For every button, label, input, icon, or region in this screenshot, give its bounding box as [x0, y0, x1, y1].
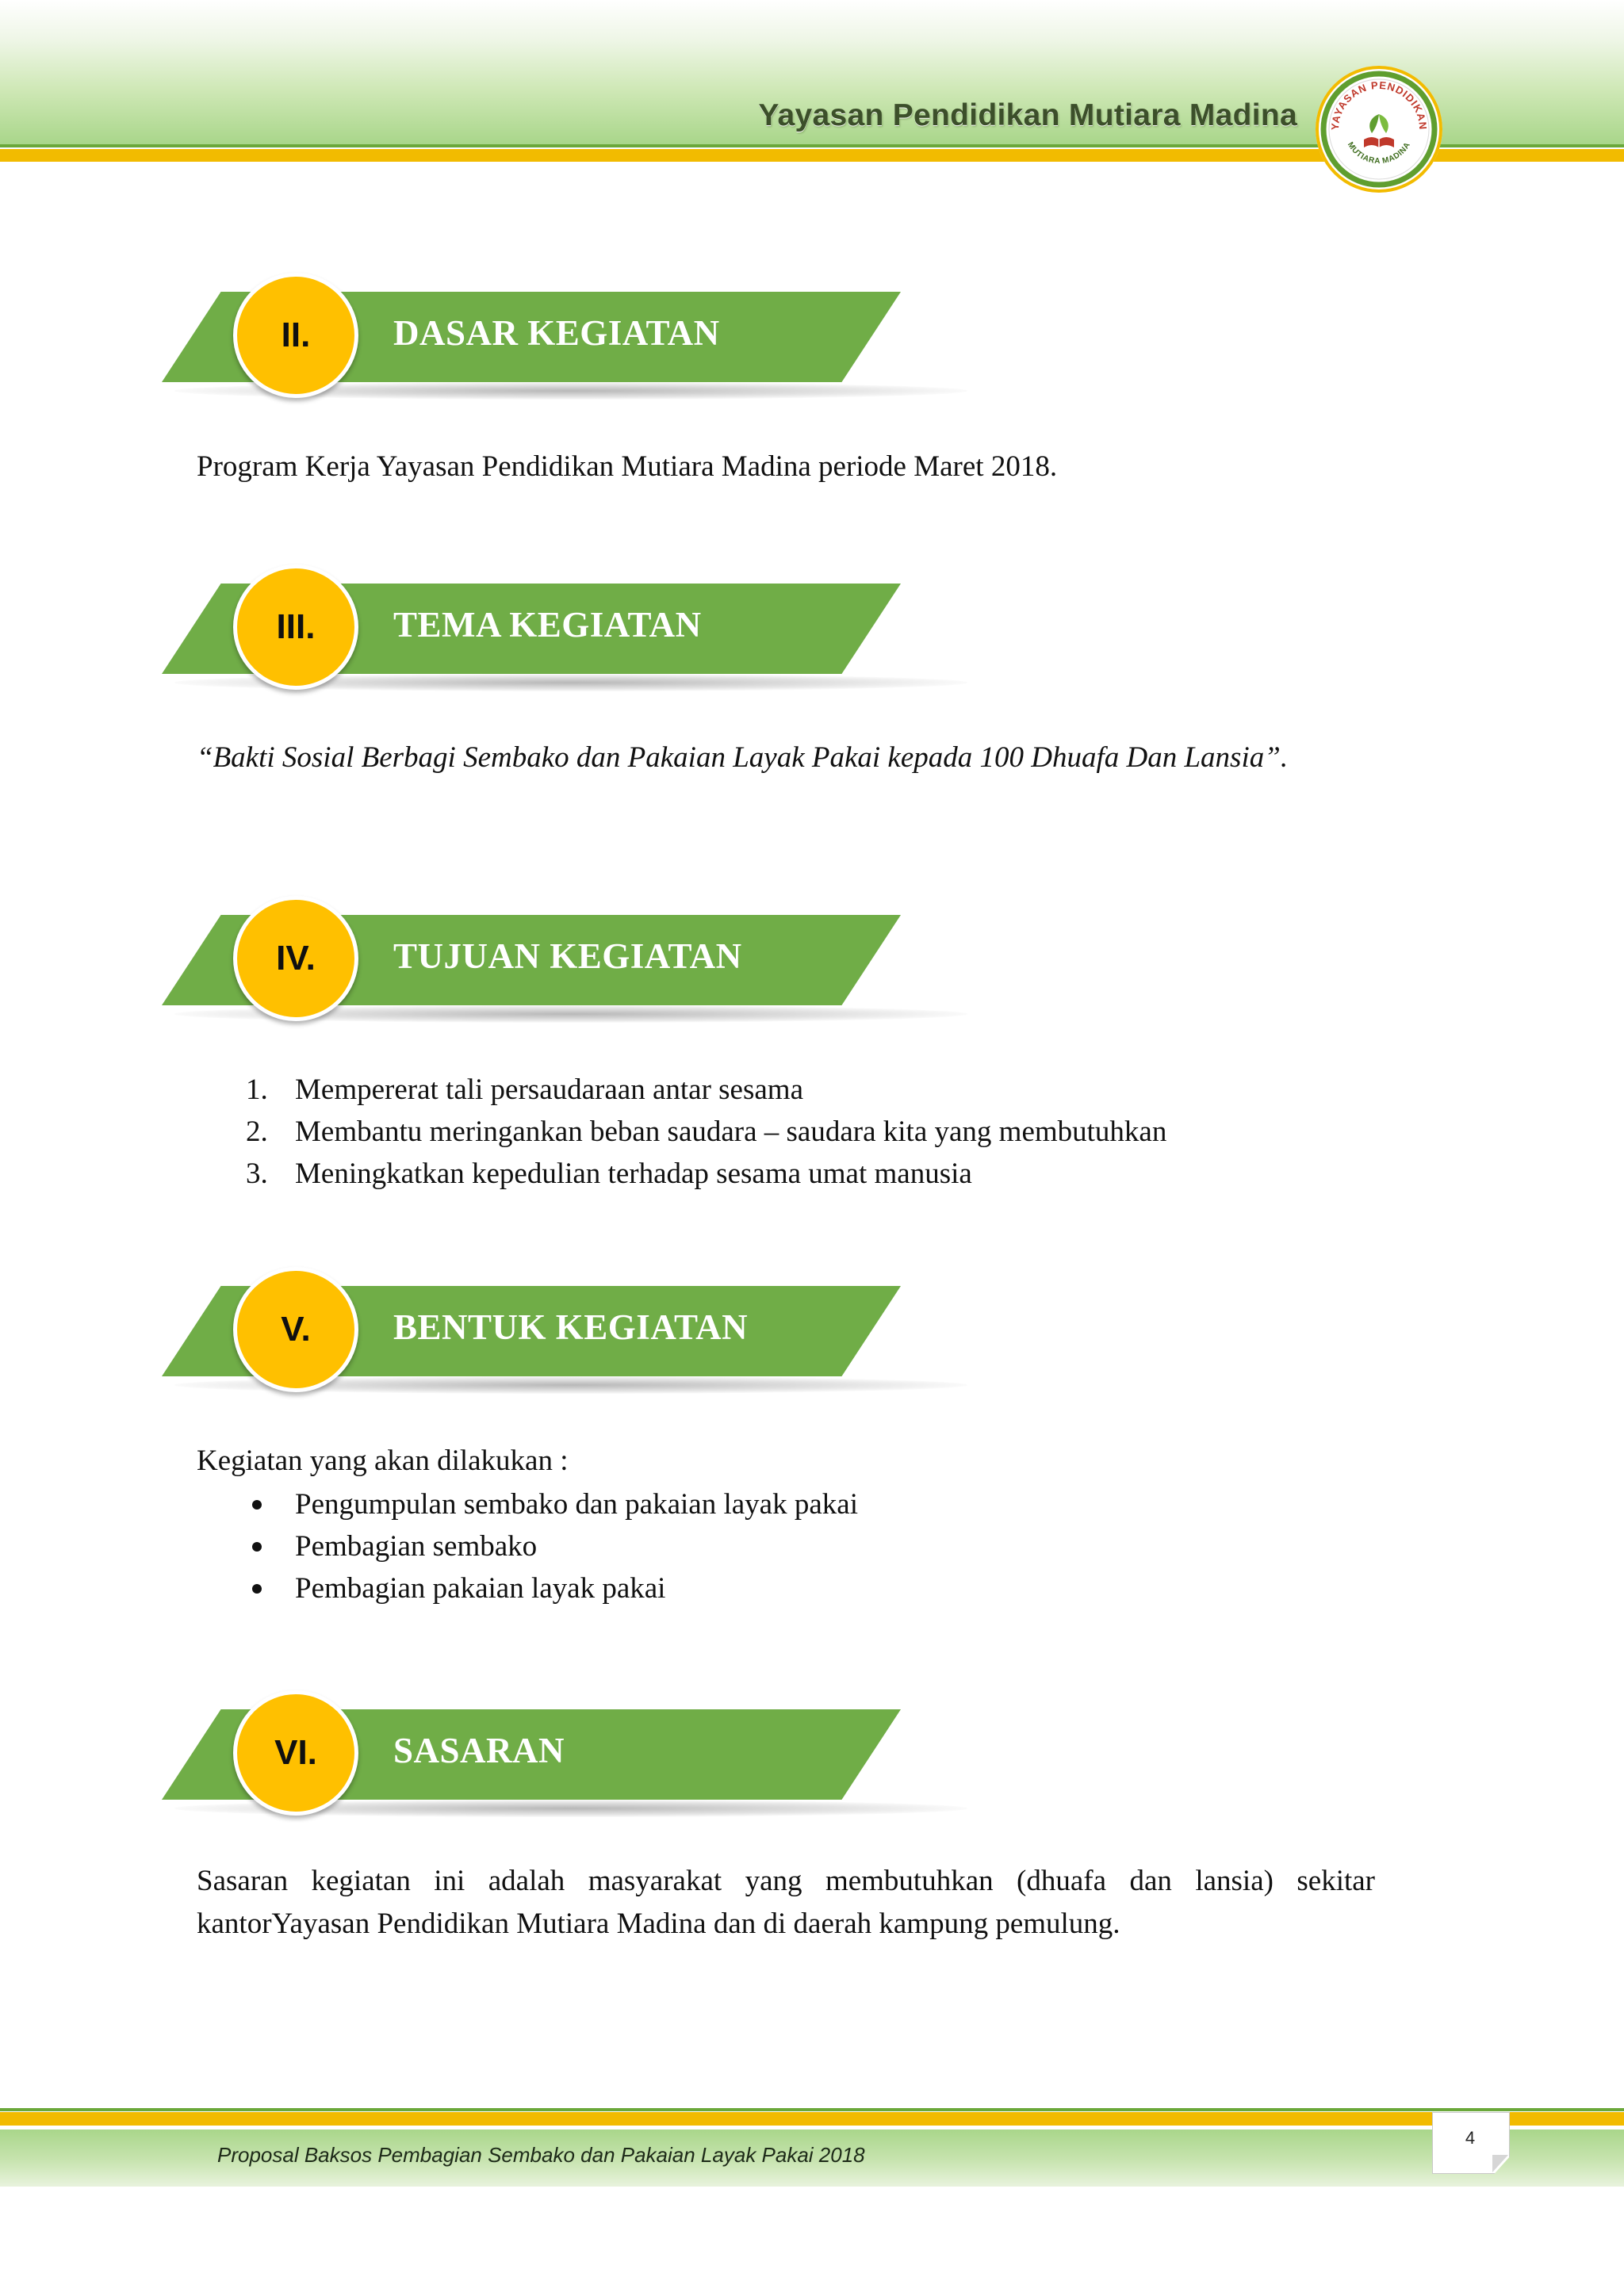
- list-item: [197, 1567, 1375, 1609]
- list-item-text: Membantu meringankan beban saudara – saudara kita yang membutuhkan: [295, 1115, 1167, 1148]
- section-number-badge: V.: [233, 1267, 358, 1392]
- section-header-tujuan: [159, 896, 952, 1031]
- section-header-dasar: [159, 273, 952, 408]
- list-item-number: 1.: [246, 1073, 268, 1106]
- bentuk-list: [197, 1483, 1375, 1609]
- bullet-icon: [252, 1584, 262, 1594]
- list-item-text: Pembagian pakaian layak pakai: [295, 1572, 666, 1605]
- page-number: 4: [1465, 2128, 1476, 2148]
- bentuk-intro-text: Kegiatan yang akan dilakukan :: [197, 1445, 569, 1477]
- list-item: [197, 1111, 1375, 1153]
- tujuan-list: [197, 1069, 1375, 1195]
- header-title: Yayasan Pendidikan Mutiara Madina: [758, 98, 1297, 132]
- tema-kegiatan-text: “Bakti Sosial Berbagi Sembako dan Pakaian Layak Pakai kepada 100 Dhuafa Dan Lansia”.: [197, 741, 1289, 774]
- section-header-tema: [159, 564, 952, 699]
- section-title: SASARAN: [393, 1731, 565, 1770]
- section-title: TEMA KEGIATAN: [393, 605, 702, 645]
- dasar-kegiatan-text: Program Kerja Yayasan Pendidikan Mutiara Madina periode Maret 2018.: [197, 450, 1058, 483]
- section-number-badge: III.: [233, 564, 358, 690]
- footer-gold-rule: [0, 2112, 1624, 2126]
- section-title: DASAR KEGIATAN: [393, 313, 720, 353]
- logo-text-bottom: MUTIARA MADINA: [1345, 140, 1413, 166]
- section-title: TUJUAN KEGIATAN: [393, 936, 742, 976]
- footer-divider: [0, 2108, 1624, 2111]
- bullet-icon: [252, 1542, 262, 1552]
- section-title: BENTUK KEGIATAN: [393, 1307, 749, 1347]
- logo-text-top: YAYASAN PENDIDIKAN: [1328, 78, 1430, 131]
- section-header-sasaran: [159, 1690, 952, 1825]
- list-item-number: 2.: [246, 1115, 268, 1148]
- list-item: [197, 1483, 1375, 1525]
- list-item: [197, 1153, 1375, 1195]
- foundation-logo: [1315, 65, 1443, 193]
- footer-text: Proposal Baksos Pembagian Sembako dan Pakaian Layak Pakai 2018: [217, 2143, 865, 2167]
- list-item-text: Pembagian sembako: [295, 1530, 538, 1563]
- list-item-number: 3.: [246, 1158, 268, 1190]
- section-number-badge: II.: [233, 273, 358, 398]
- section-number-badge: VI.: [233, 1690, 358, 1816]
- list-item-text: Mempererat tali persaudaraan antar sesama: [295, 1073, 803, 1106]
- list-item: [197, 1525, 1375, 1567]
- section-number-badge: IV.: [233, 896, 358, 1021]
- sasaran-text: Sasaran kegiatan ini adalah masyarakat yang membutuhkan (dhuafa dan lansia) sekitar kantorYayasan Pendidikan Mutiara Madina dan di daerah kampung pemulung.: [197, 1865, 1375, 1940]
- list-item-text: Pengumpulan sembako dan pakaian layak pakai: [295, 1488, 858, 1521]
- bullet-icon: [252, 1500, 262, 1510]
- list-item-text: Meningkatkan kepedulian terhadap sesama umat manusia: [295, 1158, 972, 1190]
- list-item: [197, 1069, 1375, 1111]
- section-header-bentuk: [159, 1267, 952, 1402]
